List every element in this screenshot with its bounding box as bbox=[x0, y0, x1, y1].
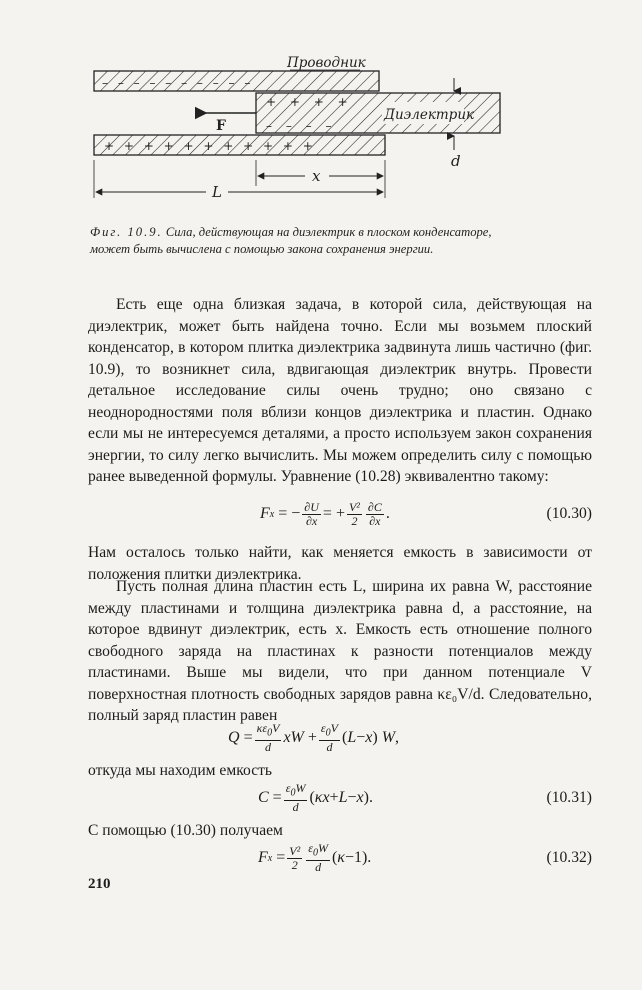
page-number: 210 bbox=[88, 876, 111, 892]
capacitor-figure bbox=[0, 0, 642, 220]
paragraph-3: Пусть полная длина пластин есть L, ширина их равна W, расстояние между пластинами и толщина диэлектрика равна d, а расстояние, на которое вдвинут диэлектрик, есть x. Емкость есть отношение полного свободного заряда на пластинах к разности потенциалов между пластинами. Выше мы видели, что при данном потенциале V поверхностная плотность свободных зарядов равна κε₀V/d. Следовательно, полный заряд пластин равен bbox=[88, 578, 592, 724]
equation-10-32: F x = $\frac{\text{V²}}{2}$ $\frac{\varepsilon_0W}{d}$ ( κ −1). (10.32) bbox=[258, 841, 592, 874]
force-label: F bbox=[216, 118, 226, 134]
dielectric-top-signs: + + + + bbox=[266, 95, 353, 109]
dielectric-bottom-signs: – – – – bbox=[266, 119, 337, 133]
x-label: x bbox=[312, 167, 321, 185]
paragraph-4: откуда мы находим емкость bbox=[88, 762, 273, 779]
bottom-plate-signs: + + + + + + + + + + + bbox=[104, 139, 316, 153]
equation-number-10-31: (10.31) bbox=[546, 789, 592, 806]
equation-10-31: C = $\frac{\varepsilon_0W}{d}$ ( κx + L − x ). (10.31) bbox=[258, 781, 592, 814]
paragraph-5: С помощью (10.30) получаем bbox=[88, 822, 283, 839]
figure-caption bbox=[90, 224, 510, 258]
top-plate-signs: – – – – – – – – – – bbox=[102, 76, 254, 90]
equation-number-10-30: (10.30) bbox=[546, 505, 592, 522]
equation-10-30: F x = − $\frac{\partial U}{\partial x}$ = + $\frac{\text{V²}}{2}$ $\frac{\partial C}{\partial x}$ . (10.30) bbox=[260, 499, 592, 528]
caption-text: Сила, действующая на диэлектрик в плоском конденсаторе, может быть вычислена с помощью закона сохранения энергии. bbox=[90, 225, 492, 256]
conductor-label: Проводник bbox=[287, 55, 366, 71]
length-label: L bbox=[212, 183, 222, 201]
caption-lead: Фиг. 10.9. bbox=[90, 225, 163, 239]
paragraph-1: Есть еще одна близкая задача, в которой сила, действующая на диэлектрик, может быть найдена точно. Если мы возьмем плоский конденсатор, в котором плитка диэлектрика задвинута лишь частично (фиг. 10.9), то возникнет сила, вдвигающая диэлектрик внутрь. Провести детальное исследование силы очень трудно; оно связано с неоднородностями поля вблизи концов диэлектрика и пластин. Однако если мы не интересуемся деталями, а просто используем закон сохранения энергии, то силу легко вычислить. Мы можем определить силу с помощью ранее выведенной формулы. Уравнение (10.28) эквивалентно такому: bbox=[88, 296, 592, 485]
equation-charge: Q = $\frac{\kappa\varepsilon_0V}{d}$ xW + $\frac{\varepsilon_0V}{d}$ ( L − x ) W , bbox=[228, 721, 400, 754]
equation-number-10-32: (10.32) bbox=[546, 849, 592, 866]
dielectric-label: Диэлектрик bbox=[384, 107, 475, 123]
paragraph-2: Нам осталось только найти, как меняется емкость в зависимости от положения плитки диэлектрика. bbox=[88, 544, 592, 583]
gap-label: d bbox=[451, 152, 461, 170]
